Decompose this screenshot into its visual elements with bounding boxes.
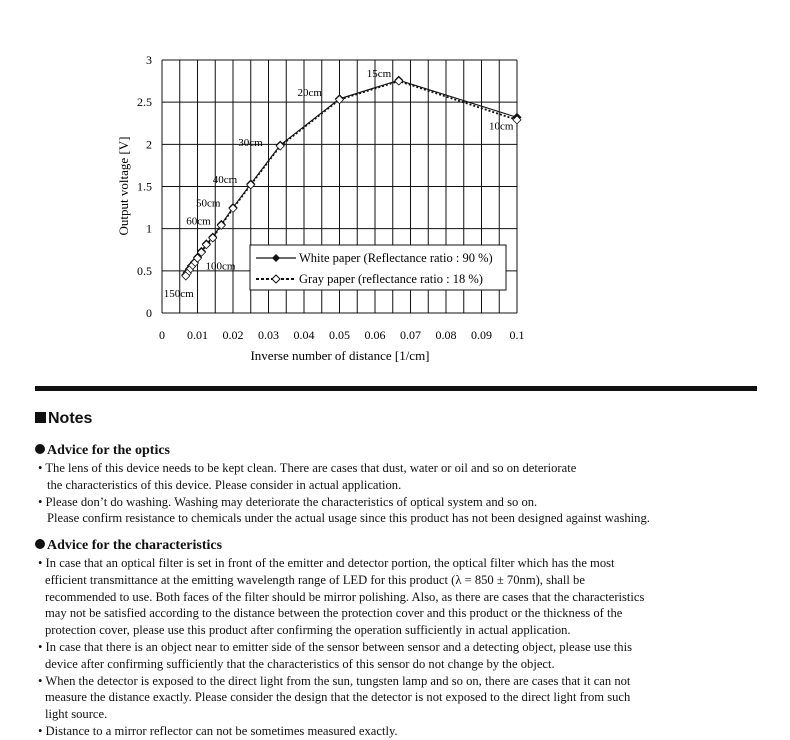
distance-label: 30cm (238, 137, 263, 150)
y-tick-label: 1.5 (137, 179, 152, 194)
bullet-icon (35, 444, 45, 454)
distance-label: 15cm (366, 68, 392, 81)
y-tick-label: 1 (146, 221, 152, 236)
text-line: recommended to use. Both faces of the filter should be mirror polishing. Also, as there are cases that the characteristics (45, 589, 645, 604)
x-tick-label: 0.02 (222, 328, 244, 342)
text-line: light source. (45, 707, 108, 722)
x-tick-label: 0.01 (187, 328, 208, 342)
x-tick-label: 0.09 (471, 328, 492, 342)
distance-label: 100cm (205, 260, 236, 273)
section-heading-characteristics (35, 538, 222, 554)
x-tick-label: 0.06 (364, 328, 386, 342)
x-tick-label: 0.1 (509, 328, 525, 342)
y-axis-label: Output voltage [V] (116, 136, 131, 236)
distance-label: 150cm (163, 288, 194, 301)
x-tick-label: 0.04 (293, 328, 315, 342)
section-heading-optics (35, 443, 170, 459)
x-tick-label: 0.08 (435, 328, 457, 342)
x-tick-label: 0 (159, 328, 165, 342)
heading-text: Advice for the characteristics (47, 538, 223, 553)
characteristics-paragraph (38, 555, 758, 740)
legend-gray-paper: Gray paper (reflectance ratio : 18 %) (299, 272, 483, 286)
distance-label: 20cm (297, 86, 322, 99)
text-line: may not be satisfied according to the distance between the protection cover and this product or the thickness of the (45, 606, 623, 621)
notes-heading (35, 410, 92, 428)
y-tick-label: 0 (146, 306, 152, 320)
legend (250, 245, 506, 290)
notes-title-text: Notes (48, 410, 93, 427)
square-bullet-icon (35, 412, 46, 423)
text-line: • When the detector is exposed to the direct light from the sun, tungsten lamp and so on, there are cases that it can not (38, 673, 631, 688)
text-line: • In case that an optical filter is set in front of the emitter and detector portion, the optical filter which has the most (38, 556, 615, 570)
text-line: measure the distance exactly. Please consider the design that the detector is not exposed to the direct light from such (45, 690, 631, 705)
x-tick-label: 0.07 (400, 328, 421, 342)
text-line: Please confirm resistance to chemicals under the actual usage since this product has not been designed against washing. (47, 511, 650, 526)
text-line: efficient transmittance at the emitting wavelength range of LED for this product (λ = 850 ± 70nm), shall be (45, 572, 585, 587)
distance-label: 40cm (212, 173, 238, 186)
optics-paragraph (38, 460, 758, 527)
text-line: • Please don’t do washing. Washing may deteriorate the characteristics of optical system and so on. (38, 494, 538, 509)
text-line: • In case that there is an object near to emitter side of the sensor between sensor and a detecting object, please use this (38, 639, 633, 654)
section-divider (35, 386, 757, 391)
text-line: • The lens of this device needs to be kept clean. There are cases that dust, water or oil and so on deteriorate (38, 461, 577, 475)
text-line: the characteristics of this device. Please consider in actual application. (47, 477, 402, 492)
heading-text: Advice for the optics (47, 443, 170, 458)
bullet-icon (35, 539, 45, 549)
text-line: device after confirming sufficiently that the characteristics of this sensor do not change by the object. (45, 656, 555, 671)
x-axis-label: Inverse number of distance [1/cm] (250, 348, 430, 363)
distance-label: 50cm (196, 197, 221, 210)
y-tick-label: 0.5 (137, 263, 152, 278)
text-line: • Distance to a mirror reflector can not be sometimes measured exactly. (38, 723, 398, 738)
text-line: protection cover, please use this product after confirming the operation sufficiently in actual application. (45, 623, 571, 638)
legend-white-paper: White paper (Reflectance ratio : 90 %) (299, 251, 493, 265)
distance-label: 10cm (489, 120, 514, 133)
x-tick-label: 0.03 (258, 328, 279, 342)
distance-label: 60cm (186, 215, 211, 228)
x-tick-label: 0.05 (329, 328, 350, 342)
data-point (395, 77, 403, 85)
y-tick-label: 3 (146, 53, 152, 67)
y-tick-label: 2 (146, 137, 152, 152)
y-tick-label: 2.5 (137, 95, 152, 110)
